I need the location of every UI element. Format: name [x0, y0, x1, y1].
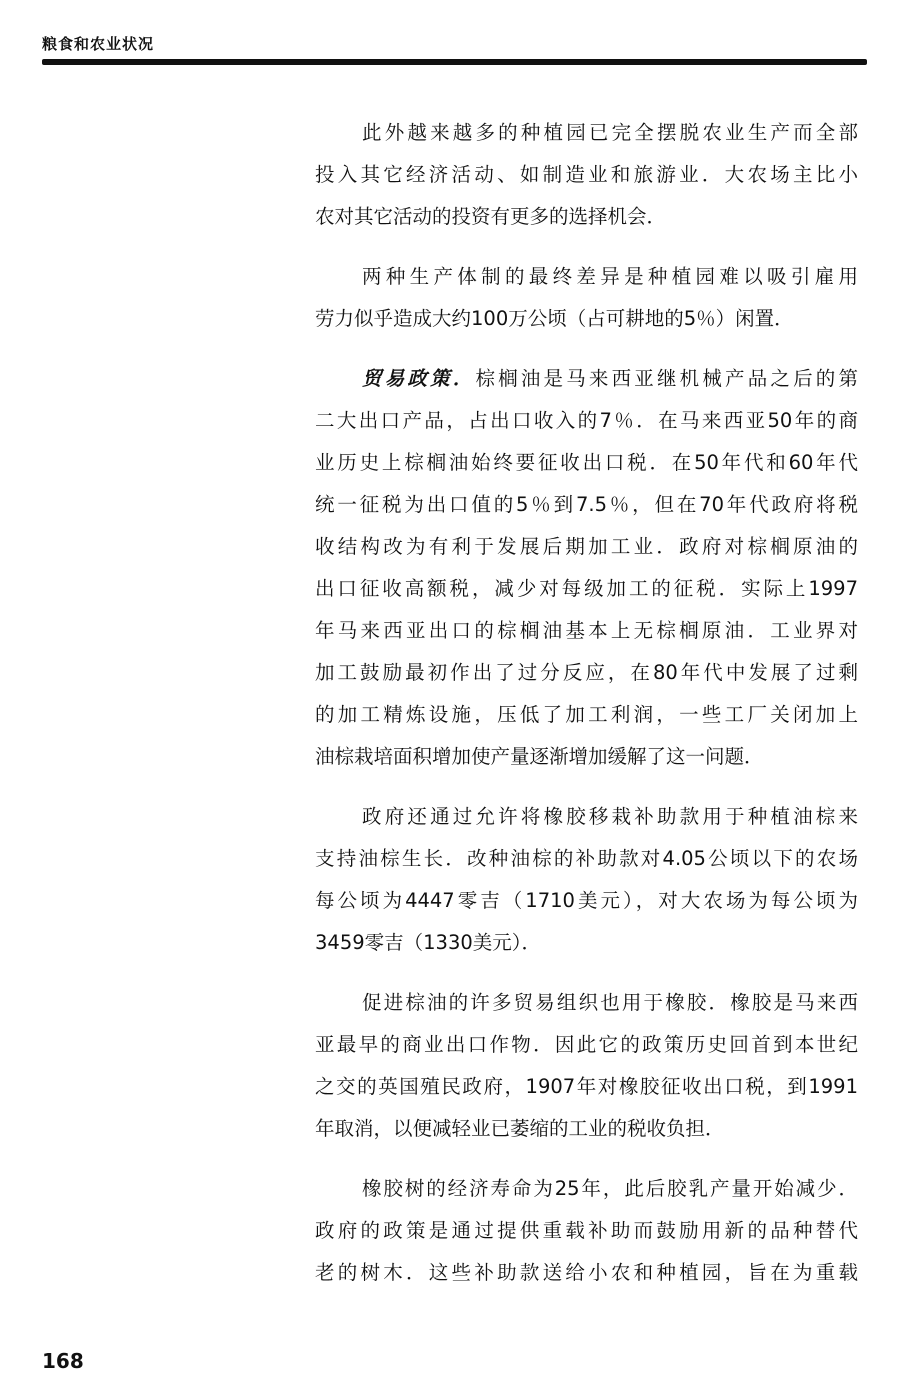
text-line: [315, 484, 858, 526]
line-text: 二大出口产品，占出口收入的7％．在马来西亚50年的商: [315, 409, 858, 432]
text-line: [315, 880, 858, 922]
paragraph: [315, 358, 858, 778]
paragraph: [315, 1168, 858, 1294]
paragraph: [315, 982, 858, 1150]
line-text: 3459零吉（1330美元）．: [315, 931, 542, 954]
text-line: [315, 196, 858, 238]
text-line: [315, 400, 858, 442]
paragraph: [315, 256, 858, 340]
text-line: [315, 694, 858, 736]
text-line: [315, 256, 858, 298]
line-text: 油棕栽培面积增加使产量逐渐增加缓解了这一问题．: [315, 745, 764, 768]
line-text: 出口征收高额税，减少对每级加工的征税．实际上1997: [315, 577, 858, 600]
line-text: 支持油棕生长．改种油棕的补助款对4.05公顷以下的农场: [315, 847, 858, 870]
text-line: [315, 1210, 858, 1252]
running-head: 粮食和农业状况: [42, 35, 155, 53]
line-text: 统一征税为出口值的5％到7.5％，但在70年代政府将税: [315, 493, 858, 516]
line-text: 政府还通过允许将橡胶移栽补助款用于种植油棕来: [362, 805, 858, 828]
run-in-heading: 贸易政策．: [362, 367, 476, 390]
line-text: 棕榈油是马来西亚继机械产品之后的第: [475, 367, 858, 390]
text-line: [315, 1066, 858, 1108]
text-line: [315, 1252, 858, 1294]
text-line: [315, 154, 858, 196]
paragraph: [315, 796, 858, 964]
line-text: 亚最早的商业出口作物．因此它的政策历史回首到本世纪: [315, 1033, 858, 1056]
text-line: [315, 838, 858, 880]
text-line: [315, 112, 858, 154]
line-text: 农对其它活动的投资有更多的选择机会．: [315, 205, 667, 228]
header-rule: [42, 59, 867, 65]
page-number: 168: [42, 1349, 84, 1373]
text-line: [315, 526, 858, 568]
line-text: 加工鼓励最初作出了过分反应，在80年代中发展了过剩: [315, 661, 858, 684]
line-text: 促进棕油的许多贸易组织也用于橡胶．橡胶是马来西: [362, 991, 858, 1014]
text-line: [315, 982, 858, 1024]
line-text: 此外越来越多的种植园已完全摆脱农业生产而全部: [362, 121, 858, 144]
line-text: 投入其它经济活动、如制造业和旅游业．大农场主比小: [315, 163, 858, 186]
line-text: 收结构改为有利于发展后期加工业．政府对棕榈原油的: [315, 535, 858, 558]
line-text: 橡胶树的经济寿命为25年，此后胶乳产量开始减少．: [362, 1177, 858, 1200]
line-text: 年取消，以便减轻业已萎缩的工业的税收负担．: [315, 1117, 725, 1140]
text-line: [315, 358, 858, 400]
paragraph: [315, 112, 858, 238]
line-text: 两种生产体制的最终差异是种植园难以吸引雇用: [362, 265, 858, 288]
text-line: [315, 796, 858, 838]
text-line: [315, 568, 858, 610]
line-text: 政府的政策是通过提供重载补助而鼓励用新的品种替代: [315, 1219, 858, 1242]
text-line: [315, 298, 858, 340]
text-line: [315, 736, 858, 778]
text-line: [315, 1108, 858, 1150]
line-text: 业历史上棕榈油始终要征收出口税．在50年代和60年代: [315, 451, 858, 474]
text-line: [315, 922, 858, 964]
text-line: [315, 610, 858, 652]
line-text: 劳力似乎造成大约100万公顷（占可耕地的5％）闲置．: [315, 307, 794, 330]
text-line: [315, 652, 858, 694]
line-text: 老的树木．这些补助款送给小农和种植园，旨在为重载: [315, 1261, 858, 1284]
line-text: 之交的英国殖民政府，1907年对橡胶征收出口税，到1991: [315, 1075, 858, 1098]
text-line: [315, 1168, 858, 1210]
text-line: [315, 1024, 858, 1066]
text-line: [315, 442, 858, 484]
line-text: 每公顷为4447零吉（1710美元），对大农场为每公顷为: [315, 889, 858, 912]
body-text: [315, 112, 858, 1312]
line-text: 的加工精炼设施，压低了加工利润，一些工厂关闭加上: [315, 703, 858, 726]
line-text: 年马来西亚出口的棕榈油基本上无棕榈原油．工业界对: [315, 619, 858, 642]
